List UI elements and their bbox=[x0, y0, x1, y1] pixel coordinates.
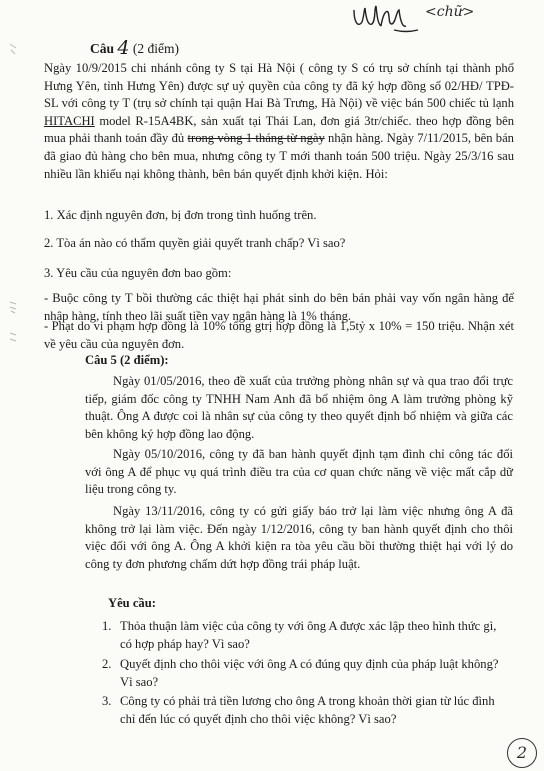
question-4-item-1: 1. Xác định nguyên đơn, bị đơn trong tình huống trên. bbox=[44, 208, 317, 222]
requirement-item-3 bbox=[102, 693, 502, 728]
margin-mark bbox=[8, 300, 18, 314]
requirement-item-1 bbox=[102, 618, 502, 653]
question-4-item-3: 3. Yêu cầu của nguyên đơn bao gồm: bbox=[44, 266, 232, 280]
question-4-title bbox=[90, 36, 179, 58]
requirement-item-2 bbox=[102, 656, 502, 691]
margin-mark bbox=[8, 42, 18, 56]
question-4-paragraph bbox=[44, 60, 514, 183]
question-label: Câu bbox=[90, 41, 115, 56]
handwritten-question-number: 4 bbox=[117, 37, 130, 59]
question-5-title: Câu 5 (2 điểm): bbox=[85, 353, 169, 367]
handwritten-note: <chữ> bbox=[425, 4, 475, 20]
item-number: 1. bbox=[102, 619, 112, 633]
question-5-paragraph-3: Ngày 13/11/2016, công ty có gửi giấy báo trở lại làm việc nhưng ông A đã không trở lại làm việc. Đến ngày 1/12/2016, công ty ban hành quyết định cho thôi việc đối với ông A. Ông A khởi kiện ra tòa yêu cầu bồi thường thiệt hại với lý do công ty đơn phương chấm dứt hợp đồng trái pháp luật. bbox=[85, 504, 513, 571]
question-5-paragraph-1: Ngày 01/05/2016, theo đề xuất của trưởng phòng nhân sự và qua trao đổi trực tiếp, giám đốc công ty TNHH Nam Anh đã bổ nhiệm ông A làm trưởng phòng kỹ thuật. Ông A được coi là nhân sự của công ty theo quyết định bổ nhiệm và giữa các bên không ký hợp đồng lao động. bbox=[85, 374, 513, 441]
item-number: 2. bbox=[102, 657, 112, 671]
brand-name: HITACHI bbox=[44, 113, 95, 128]
handwritten-signature bbox=[350, 2, 420, 38]
item-text: Công ty có phải trả tiền lương cho ông A trong khoản thời gian từ lúc đình chỉ đến lúc có quyết định cho thôi việc không? Vì sao? bbox=[120, 694, 495, 726]
struck-text: trong vòng 1 tháng từ ngày bbox=[187, 131, 325, 146]
question-4-item-3a: - Buộc công ty T bồi thường các thiệt hại phát sinh do bên bán phải vay vốn ngân hàng để nhập hàng, tính theo lãi suất tiền vay ngân hàng là 1% tháng. bbox=[44, 291, 514, 323]
item-text: Thỏa thuận làm việc của công ty với ông A được xác lập theo hình thức gì, có hợp pháp hay? Vì sao? bbox=[120, 619, 497, 651]
paragraph-text: Ngày 10/9/2015 chi nhánh công ty S tại Hà Nội ( công ty S có trụ sở chính tại thành phố Hưng Yên, tỉnh Hưng Yên) được sự uỷ quyền của công ty đã ký hợp đồng số 02/HĐ/ TPĐ-SL với công ty T (trụ sở chính tại quận Hai Bà Trưng, Hà Nội) về việc bán 500 chiếc tủ lạnh bbox=[44, 61, 514, 111]
question-4-item-2: 2. Tòa án nào có thẩm quyền giải quyết tranh chấp? Vì sao? bbox=[44, 236, 346, 250]
requirements-title: Yêu cầu: bbox=[108, 596, 156, 610]
margin-mark bbox=[8, 330, 18, 344]
page-number: 2 bbox=[507, 738, 537, 768]
question-5-paragraph-2: Ngày 05/10/2016, công ty đã ban hành quyết định tạm đình chỉ công tác đối với ông A để phục vụ quá trình điều tra của cơ quan chức năng về việc mất cắp dữ liệu trong công ty. bbox=[85, 447, 513, 497]
paragraph-text: model R-15A4BK, sản xuất tại Thái Lan, đơn giá 3tr/chiếc. theo hợp đồng bên mua phải thanh toán đầy đủ bbox=[44, 113, 514, 146]
paragraph-text: nhận hàng. Ngày 7/11/2015, bên bán đã giao đủ hàng cho bên mua, nhưng công ty T mới thanh toán 500 triệu. Ngày 25/3/16 sau nhiều lần khiếu nại không thành, bên bán quyết định khởi kiện. Hỏi: bbox=[44, 131, 514, 181]
item-number: 3. bbox=[102, 694, 112, 708]
item-text: Quyết định cho thôi việc với ông A có đúng quy định của pháp luật không? Vì sao? bbox=[120, 657, 499, 689]
question-4-item-3b: - Phạt do vi phạm hợp đồng là 10% tổng gtrị hợp đồng là 1,5tỷ x 10% = 150 triệu. Nhận xét về yêu cầu của nguyên đơn. bbox=[44, 319, 514, 351]
question-points: (2 điểm) bbox=[132, 41, 179, 56]
